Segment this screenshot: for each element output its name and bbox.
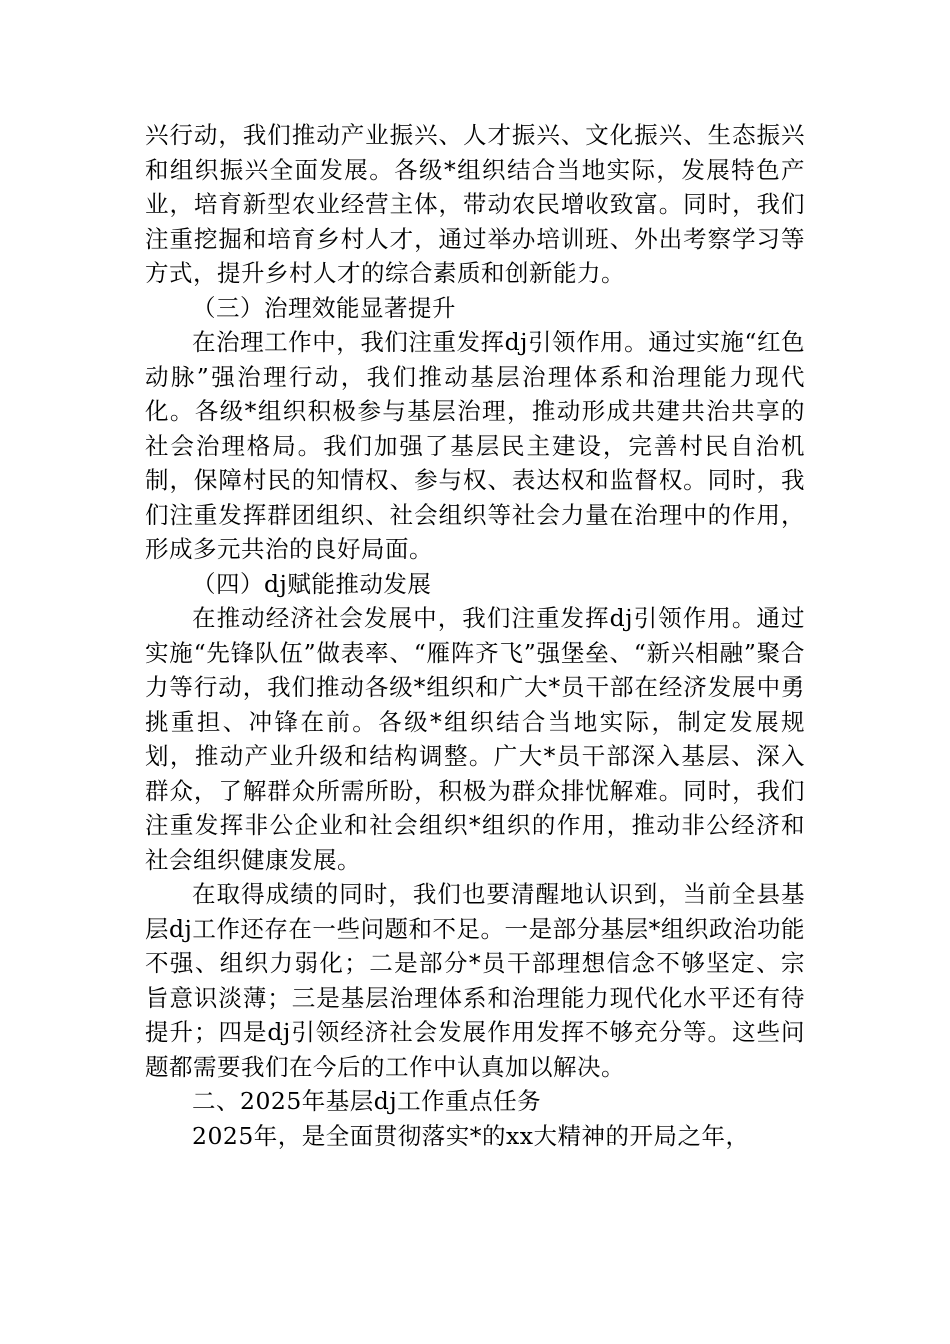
- paragraph-2025-intro: 2025年，是全面贯彻落实*的xx大精神的开局之年，: [192, 1121, 750, 1150]
- paragraph-continuation: 兴行动，我们推动产业振兴、人才振兴、文化振兴、生态振兴和组织振兴全面发展。各级*组织结合当地实际，发展特色产业，培育新型农业经营主体，带动农民增收致富。同时，我们注重挖掘和培育乡村人才，通过举办培训班、外出考察学习等方式，提升乡村人才的综合素质和创新能力。: [145, 121, 805, 287]
- section-heading-development: （四）dj赋能推动发展: [192, 569, 432, 598]
- section-heading-governance: （三）治理效能显著提升: [192, 293, 456, 322]
- document-page: [145, 118, 805, 1153]
- section-heading-2025-tasks: 二、2025年基层dj工作重点任务: [192, 1087, 542, 1115]
- paragraph-governance: 在治理工作中，我们注重发挥dj引领作用。通过实施“红色动脉”强治理行动，我们推动基层治理体系和治理能力现代化。各级*组织积极参与基层治理，推动形成共建共治共享的社会治理格局。我们加强了基层民主建设，完善村民自治机制，保障村民的知情权、参与权、表达权和监督权。同时，我们注重发挥群团组织、社会组织等社会力量在治理中的作用，形成多元共治的良好局面。: [145, 328, 805, 563]
- paragraph-problems: 在取得成绩的同时，我们也要清醒地认识到，当前全县基层dj工作还存在一些问题和不足。一是部分基层*组织政治功能不强、组织力弱化；二是部分*员干部理想信念不够坚定、宗旨意识淡薄；三是基层治理体系和治理能力现代化水平还有待提升；四是dj引领经济社会发展作用发挥不够充分等。这些问题都需要我们在今后的工作中认真加以解决。: [145, 880, 805, 1081]
- paragraph-development: 在推动经济社会发展中，我们注重发挥dj引领作用。通过实施“先锋队伍”做表率、“雁阵齐飞”强堡垒、“新兴相融”聚合力等行动，我们推动各级*组织和广大*员干部在经济发展中勇挑重担、冲锋在前。各级*组织结合当地实际，制定发展规划，推动产业升级和结构调整。广大*员干部深入基层、深入群众，了解群众所需所盼，积极为群众排忧解难。同时，我们注重发挥非公企业和社会组织*组织的作用，推动非公经济和社会组织健康发展。: [145, 604, 805, 874]
